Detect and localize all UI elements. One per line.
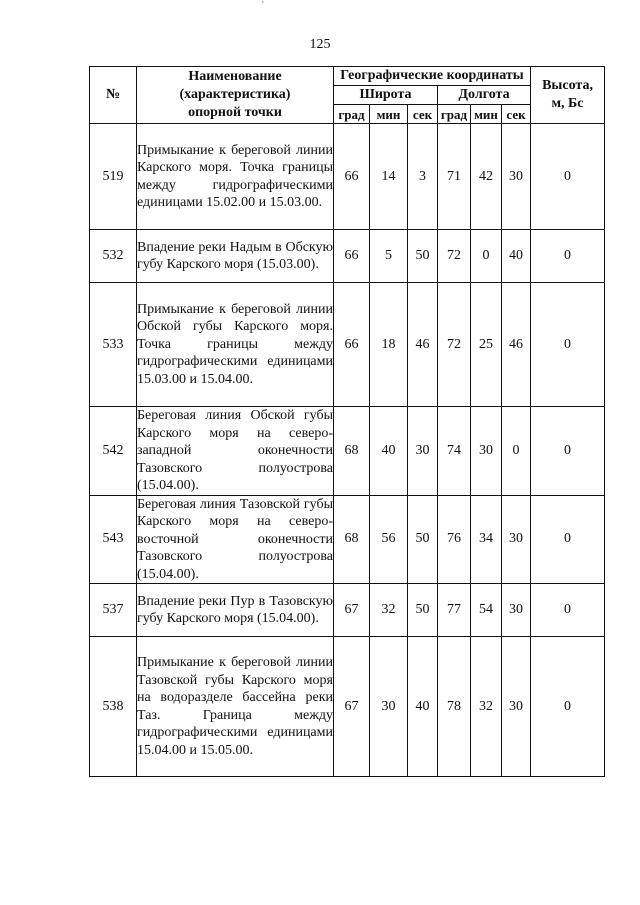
lat-min: 18 [370,283,408,407]
row-num: 543 [90,495,137,584]
lon-sec: 30 [502,637,531,777]
header-name [137,67,334,124]
height: 0 [531,124,605,230]
lat-min: 56 [370,495,408,584]
table-row [90,124,605,230]
lat-min: 5 [370,230,408,283]
row-num: 542 [90,407,137,496]
lat-deg: 66 [334,283,370,407]
header-height-line2: м, Бс [551,96,584,111]
lon-sec: 46 [502,283,531,407]
header-lat-min: мин [370,105,408,124]
header-num: № [90,67,137,124]
row-description: Впадение реки Надым в Обскую губу Карского моря (15.03.00). [137,230,334,283]
table-row [90,407,605,496]
lon-deg: 78 [438,637,471,777]
lon-deg: 77 [438,584,471,637]
header-lon-deg: град [438,105,471,124]
header-lon-sec: сек [502,105,531,124]
lon-deg: 72 [438,230,471,283]
height: 0 [531,230,605,283]
lat-min: 32 [370,584,408,637]
table-row [90,637,605,777]
height: 0 [531,584,605,637]
lat-sec: 30 [408,407,438,496]
lat-deg: 67 [334,584,370,637]
row-num: 532 [90,230,137,283]
lon-deg: 76 [438,495,471,584]
height: 0 [531,637,605,777]
table-row [90,584,605,637]
lon-sec: 40 [502,230,531,283]
table-row [90,230,605,283]
lat-sec: 46 [408,283,438,407]
lon-deg: 72 [438,283,471,407]
lat-min: 14 [370,124,408,230]
header-lon: Долгота [438,86,531,105]
header-name-line3: опорной точки [188,105,282,120]
lon-sec: 0 [502,407,531,496]
lon-deg: 74 [438,407,471,496]
height: 0 [531,495,605,584]
header-name-line1: Наименование [188,69,282,84]
lon-sec: 30 [502,584,531,637]
lat-deg: 68 [334,495,370,584]
lon-min: 25 [471,283,502,407]
header-lat-deg: град [334,105,370,124]
lat-min: 40 [370,407,408,496]
header-geo: Географические координаты [334,67,531,86]
header-name-line2: (характеристика) [179,87,291,102]
lat-deg: 66 [334,230,370,283]
height: 0 [531,407,605,496]
header-height-line1: Высота, [542,78,593,93]
lat-sec: 3 [408,124,438,230]
row-num: 533 [90,283,137,407]
lon-sec: 30 [502,495,531,584]
header-lat: Широта [334,86,438,105]
lat-sec: 50 [408,584,438,637]
table-row [90,283,605,407]
row-description: Примыкание к береговой линии Обской губы Карского моря. Точка границы между гидрографическими единицами 15.03.00 и 15.04.00. [137,283,334,407]
row-description: Примыкание к береговой линии Тазовской губы Карского моря на водоразделе бассейна реки Таз. Граница между гидрографическими единицами 15.04.00 и 15.05.00. [137,637,334,777]
table-header [90,67,605,124]
header-height [531,67,605,124]
row-description: Примыкание к береговой линии Карского моря. Точка границы между гидрографическими единицами 15.02.00 и 15.03.00. [137,124,334,230]
height: 0 [531,283,605,407]
lat-deg: 67 [334,637,370,777]
lat-sec: 50 [408,495,438,584]
lon-min: 0 [471,230,502,283]
lon-min: 54 [471,584,502,637]
top-mark: ' [262,0,264,11]
lon-min: 34 [471,495,502,584]
row-description: Береговая линия Тазовской губы Карского моря на северо-восточной оконечности Тазовского полуострова (15.04.00). [137,496,333,582]
table-body [90,124,605,777]
lat-sec: 40 [408,637,438,777]
row-num: 538 [90,637,137,777]
lat-min: 30 [370,637,408,777]
lat-deg: 66 [334,124,370,230]
row-description: Впадение реки Пур в Тазовскую губу Карского моря (15.04.00). [137,584,334,637]
lat-sec: 50 [408,230,438,283]
lon-min: 30 [471,407,502,496]
row-description: Береговая линия Обской губы Карского моря на северо-западной оконечности Тазовского полуострова (15.04.00). [137,408,333,493]
page-number: 125 [309,37,331,52]
coordinates-table [89,66,605,777]
table-row [90,495,605,584]
row-num: 519 [90,124,137,230]
lon-deg: 71 [438,124,471,230]
header-lon-min: мин [471,105,502,124]
lon-min: 42 [471,124,502,230]
row-num: 537 [90,584,137,637]
lon-sec: 30 [502,124,531,230]
header-lat-sec: сек [408,105,438,124]
lon-min: 32 [471,637,502,777]
lat-deg: 68 [334,407,370,496]
